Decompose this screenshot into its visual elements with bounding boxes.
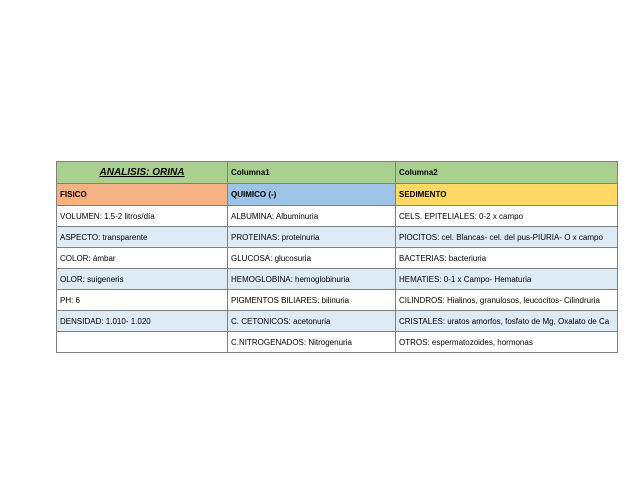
cell-sedimento: OTROS: espermatozoides, hormonas [396,332,618,353]
category-sedimento: SEDIMENTO [396,184,618,206]
table-title: ANALISIS: ORINA [57,162,228,184]
cell-quimico: PIGMENTOS BILIARES: bilinuria [228,290,396,311]
table-row [57,227,618,248]
column-header-1: Columna1 [228,162,396,184]
cell-fisico: COLOR: ámbar [57,248,228,269]
cell-fisico: VOLUMEN: 1.5-2 litros/día [57,206,228,227]
table-row [57,269,618,290]
category-quimico: QUIMICO (-) [228,184,396,206]
cell-fisico: ASPECTO: transparente [57,227,228,248]
table-header-row [57,162,618,184]
cell-sedimento: CELS. EPITELIALES: 0-2 x campo [396,206,618,227]
category-row [57,184,618,206]
table-row [57,290,618,311]
cell-quimico: C.NITROGENADOS: Nitrogenuria [228,332,396,353]
cell-fisico [57,332,228,353]
table-row [57,332,618,353]
cell-sedimento: BACTERIAS: bacteriuria [396,248,618,269]
category-fisico: FISICO [57,184,228,206]
column-header-2: Columna2 [396,162,618,184]
cell-quimico: GLUCOSA: glucosuria [228,248,396,269]
cell-sedimento: PIOCITOS: cel. Blancas- cel. del pus-PIURIA- O x campo [396,227,618,248]
urine-analysis-table [56,161,618,353]
cell-sedimento: HEMATIES: 0-1 x Campo- Hematuria [396,269,618,290]
cell-sedimento: CRISTALES: uratos amorfos, fosfato de Mg, Oxalato de Ca [396,311,618,332]
table-row [57,248,618,269]
cell-fisico: PH: 6 [57,290,228,311]
table-row [57,206,618,227]
cell-fisico: DENSIDAD: 1.010- 1.020 [57,311,228,332]
cell-quimico: HEMOGLOBINA: hemoglobinuria [228,269,396,290]
cell-quimico: ALBUMINA: Albuminuria [228,206,396,227]
cell-quimico: C. CETONICOS: acetonuria [228,311,396,332]
cell-quimico: PROTEINAS: proteinuria [228,227,396,248]
cell-fisico: OLOR: suigeneris [57,269,228,290]
cell-sedimento: CILINDROS: Hialinos, granulosos, leucocitos- Cilindruria [396,290,618,311]
table-row [57,311,618,332]
